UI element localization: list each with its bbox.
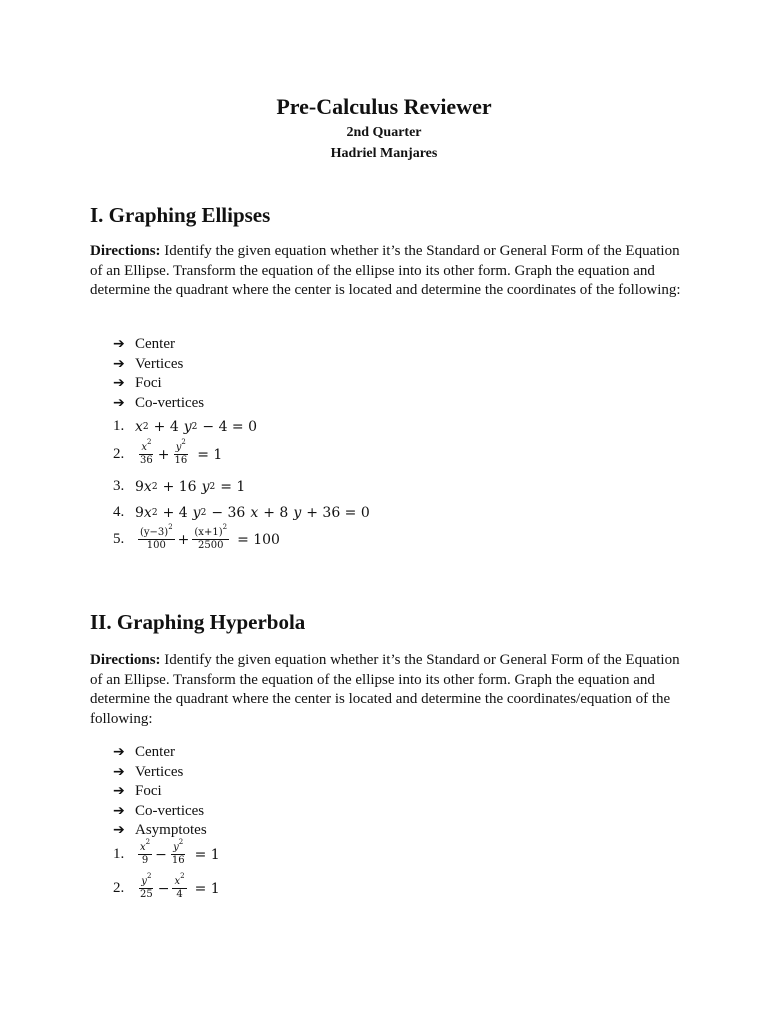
ellipse-equation-3: 3. 9 x 2 + 16 y 2 = 1 xyxy=(113,478,246,495)
arrow-icon: ➔ xyxy=(113,822,125,838)
directions-text: Identify the given equation whether it’s the Standard or General Form of the Equation of an Ellipse. Transform the equation of the ellipse into its other form. Graph the equation and determine the quadrant where the center is located and determine the coordinates/equation of the following: xyxy=(90,652,680,727)
list-item: ➔ Foci xyxy=(113,374,204,394)
ellipse-equation-5: 5. $\frac{(y-3)^2}{100}$ + $\frac{(x+1)^2}{2500}$ = 100 xyxy=(113,523,280,551)
ellipse-equation-4: 4. 9 x 2 + 4 y 2 − 36 x + 8 y + 36 = 0 xyxy=(113,504,370,521)
arrow-icon: ➔ xyxy=(113,802,125,819)
ellipse-equation-2: 2. $\frac{x^2}{36}$ + $\frac{y^2}{16}$ = 1 xyxy=(113,438,223,466)
section1-directions xyxy=(90,242,690,301)
list-item: ➔ Co-vertices xyxy=(113,394,204,414)
list-item: ➔ Co-vertices xyxy=(113,802,207,822)
arrow-icon: ➔ xyxy=(113,394,125,411)
arrow-icon: ➔ xyxy=(113,744,125,760)
arrow-icon: ➔ xyxy=(113,763,125,780)
list-item: ➔ Center xyxy=(113,743,207,763)
directions-text: Identify the given equation whether it’s the Standard or General Form of the Equation of an Ellipse. Transform the equation of the ellipse into its other form. Graph the equation and determine the quadrant where the center is located and determine the coordinates of the following: xyxy=(90,243,681,298)
directions-label: Directions: xyxy=(90,652,161,668)
list-item: ➔ Asymptotes xyxy=(113,821,207,841)
hyperbola-equation-1: 1. $\frac{x^2}{9}$ − $\frac{y^2}{16}$ = 1 xyxy=(113,838,220,866)
hyperbola-equation-2: 2. $\frac{y^2}{25}$ − $\frac{x^2}{4}$ = 1 xyxy=(113,872,220,900)
ellipse-equation-1: 1. x 2 + 4 y 2 − 4 = 0 xyxy=(113,418,258,435)
list-item: ➔ Foci xyxy=(113,782,207,802)
section-heading-ellipses: I. Graphing Ellipses xyxy=(90,203,271,227)
list-item: ➔ Vertices xyxy=(113,355,204,375)
list-item: ➔ Center xyxy=(113,335,204,355)
section2-directions xyxy=(90,651,690,729)
arrow-icon: ➔ xyxy=(113,783,125,799)
arrow-icon: ➔ xyxy=(113,336,125,352)
arrow-icon: ➔ xyxy=(113,355,125,372)
section2-bullet-list xyxy=(113,743,207,841)
document-quarter: 2nd Quarter xyxy=(346,125,422,140)
document-title: Pre-Calculus Reviewer xyxy=(276,94,492,119)
directions-label: Directions: xyxy=(90,243,161,259)
document-author: Hadriel Manjares xyxy=(330,146,438,161)
arrow-icon: ➔ xyxy=(113,375,125,391)
list-item: ➔ Vertices xyxy=(113,763,207,783)
section1-bullet-list xyxy=(113,335,204,413)
section-heading-hyperbola: II. Graphing Hyperbola xyxy=(90,610,306,634)
